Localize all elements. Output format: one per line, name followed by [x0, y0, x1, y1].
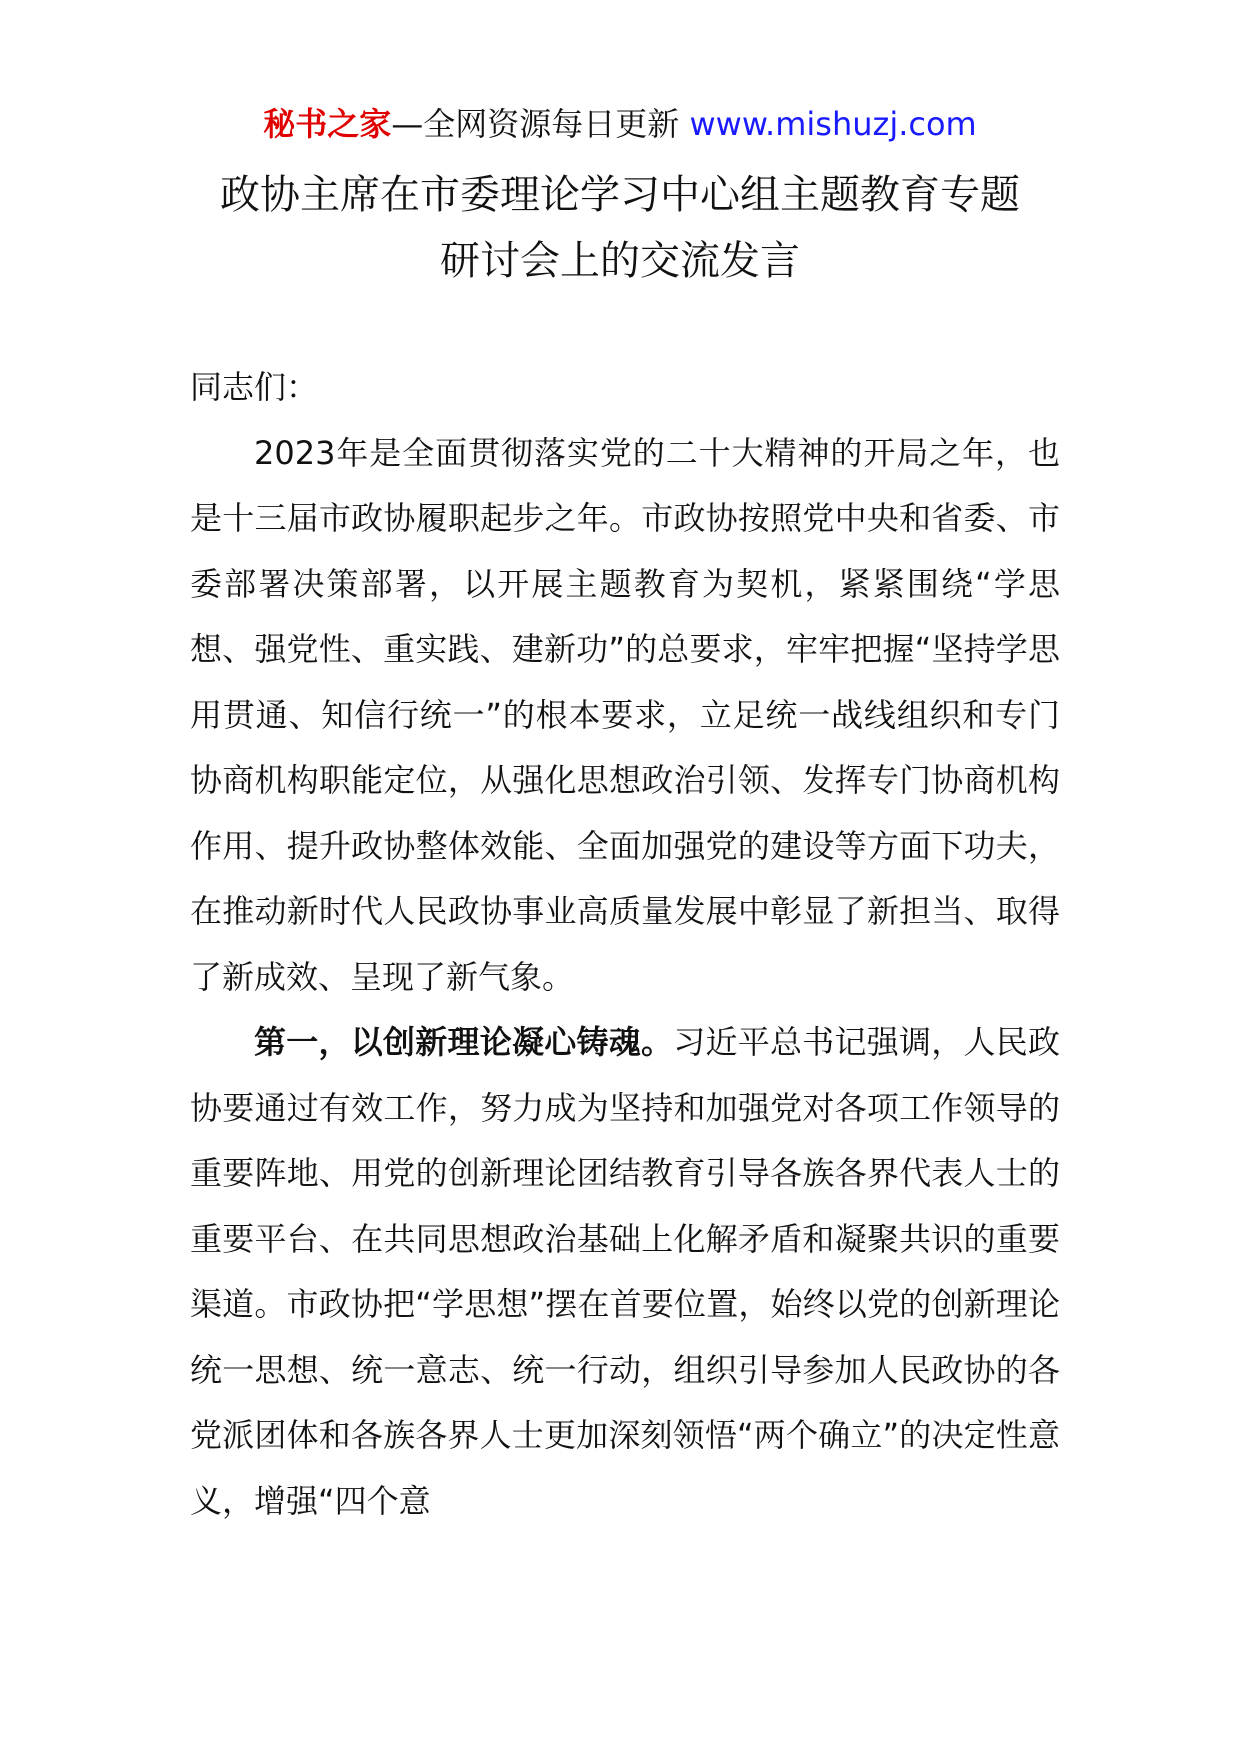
- document-title: [140, 162, 1100, 294]
- document-body: [190, 355, 1060, 1534]
- paragraph-2-lead: 第一，以创新理论凝心铸魂。: [254, 1023, 674, 1061]
- watermark-url: www.mishuzj.com: [689, 105, 977, 143]
- title-line-2: 研讨会上的交流发言: [440, 238, 800, 284]
- paragraph-1: 2023年是全面贯彻落实党的二十大精神的开局之年，也是十三届市政协履职起步之年。市政协按照党中央和省委、市委部署决策部署，以开展主题教育为契机，紧紧围绕“学思想、强党性、重实践、建新功”的总要求，牢牢把握“坚持学思用贯通、知信行统一”的根本要求，立足统一战线组织和专门协商机构职能定位，从强化思想政治引领、发挥专门协商机构作用、提升政协整体效能、全面加强党的建设等方面下功夫，在推动新时代人民政协事业高质量发展中彰显了新担当、取得了新成效、呈现了新气象。: [190, 433, 1060, 996]
- paragraph-2-body: 习近平总书记强调，人民政协要通过有效工作，努力成为坚持和加强党对各项工作领导的重要阵地、用党的创新理论团结教育引导各族各界代表人士的重要平台、在共同思想政治基础上化解矛盾和凝聚共识的重要渠道。市政协把“学思想”摆在首要位置，始终以党的创新理论统一思想、统一意志、统一行动，组织引导参加人民政协的各党派团体和各族各界人士更加深刻领悟“两个确立”的决定性意义，增强“四个意: [190, 1023, 1060, 1520]
- paragraph-2: [190, 1010, 1060, 1534]
- watermark-brand: 秘书之家: [263, 105, 392, 143]
- watermark-header: [0, 100, 1240, 148]
- title-line-1: 政协主席在市委理论学习中心组主题教育专题: [220, 172, 1020, 218]
- salutation: 同志们：: [190, 368, 319, 406]
- watermark-slogan: —全网资源每日更新: [391, 105, 680, 143]
